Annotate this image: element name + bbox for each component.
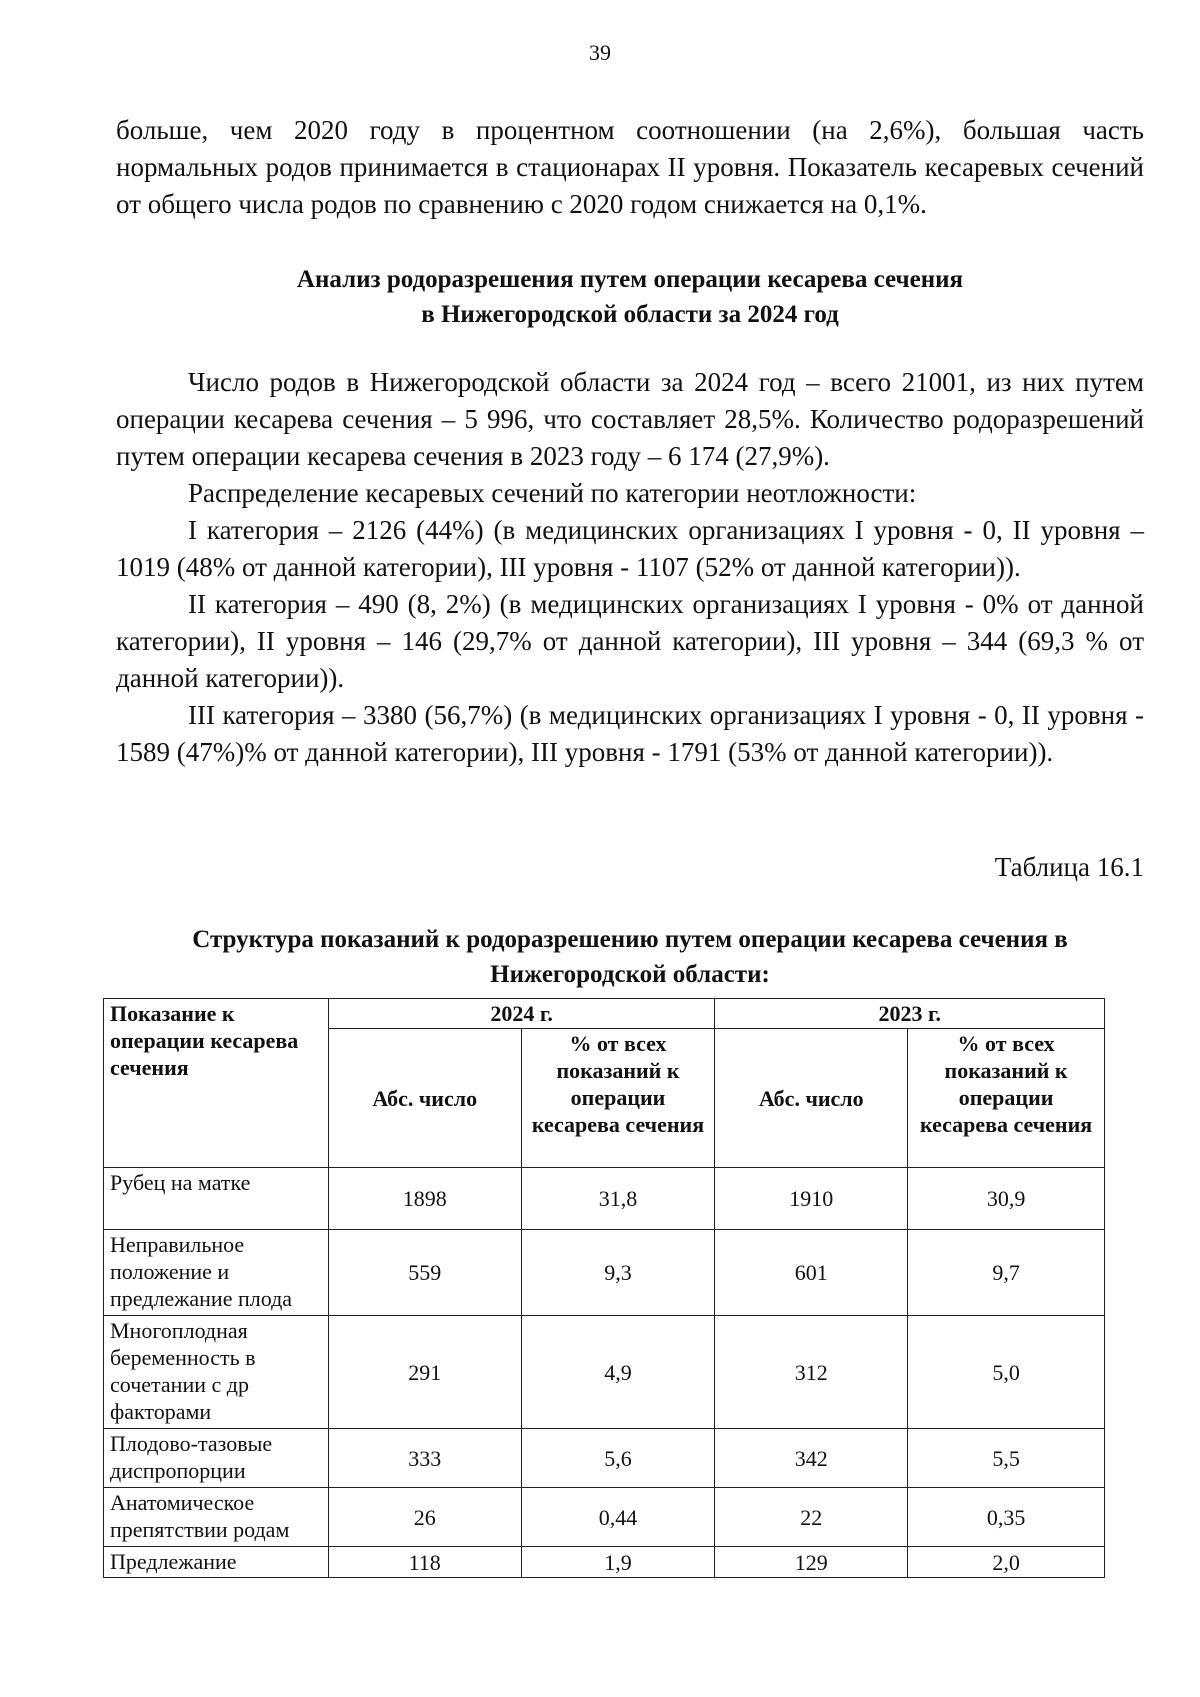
abs-2024: 1898 bbox=[328, 1168, 521, 1230]
paragraph-distribution: Распределение кесаревых сечений по категории неотложности: bbox=[188, 478, 917, 508]
header-year-2024: 2024 г. bbox=[328, 999, 715, 1029]
header-indication: Показание к операции кесарева сечения bbox=[104, 999, 329, 1168]
abs-2024: 118 bbox=[328, 1547, 521, 1578]
paragraph-births: Число родов в Нижегородской области за 2024 год – всего 21001, из них путем операции кесарева сечения – 5 996, что составляет 28,5%. Количество родоразрешений путем операции кесарева сечения в 2023 году – 6 174 (27,9%). bbox=[116, 367, 1144, 471]
header-pct-2023: % от всех показаний к операции кесарева сечения bbox=[908, 1029, 1105, 1168]
row-name: Многоплодная беременность в сочетании с др факторами bbox=[104, 1316, 329, 1429]
page-number: 39 bbox=[589, 40, 611, 65]
table-title-line1: Структура показаний к родоразрешению путем операции кесарева сечения в bbox=[192, 926, 1068, 953]
abs-2023: 312 bbox=[715, 1316, 908, 1429]
paragraph-category-3: III категория – 3380 (56,7%) (в медицинских организациях I уровня - 0, II уровня - 1589 (47%)% от данной категории), III уровня - 1791 (53% от данной категории)). bbox=[116, 700, 1144, 767]
pct-2023: 9,7 bbox=[908, 1230, 1105, 1316]
pct-2023: 2,0 bbox=[908, 1547, 1105, 1578]
table-row bbox=[104, 1316, 1105, 1429]
pct-2023: 5,0 bbox=[908, 1316, 1105, 1429]
header-abs-2024: Абс. число bbox=[328, 1029, 521, 1168]
table-row bbox=[104, 1488, 1105, 1547]
abs-2024: 26 bbox=[328, 1488, 521, 1547]
row-name: Плодово-тазовые диспропорции bbox=[104, 1429, 329, 1488]
abs-2023: 342 bbox=[715, 1429, 908, 1488]
table-row bbox=[104, 1168, 1105, 1230]
row-name: Неправильное положение и предлежание плода bbox=[104, 1230, 329, 1316]
row-name: Рубец на матке bbox=[104, 1168, 329, 1230]
pct-2024: 31,8 bbox=[521, 1168, 715, 1230]
pct-2024: 4,9 bbox=[521, 1316, 715, 1429]
abs-2023: 129 bbox=[715, 1547, 908, 1578]
pct-2023: 0,35 bbox=[908, 1488, 1105, 1547]
paragraph-category-2: II категория – 490 (8, 2%) (в медицинских организациях I уровня - 0% от данной категории), II уровня – 146 (29,7% от данной категории), III уровня – 344 (69,3 % от данной категории)). bbox=[116, 589, 1144, 693]
pct-2024: 1,9 bbox=[521, 1547, 715, 1578]
pct-2024: 5,6 bbox=[521, 1429, 715, 1488]
header-year-2023: 2023 г. bbox=[715, 999, 1105, 1029]
table-title bbox=[116, 922, 1144, 992]
indications-table bbox=[103, 998, 1105, 1578]
pct-2024: 9,3 bbox=[521, 1230, 715, 1316]
paragraph-category-1: I категория – 2126 (44%) (в медицинских организациях I уровня - 0, II уровня – 1019 (48% от данной категории), III уровня - 1107 (52% от данной категории)). bbox=[116, 515, 1144, 582]
intro-paragraph: больше, чем 2020 году в процентном соотношении (на 2,6%), большая часть нормальных родов принимается в стационарах II уровня. Показатель кесаревых сечений от общего числа родов по сравнению с 2020 годом снижается на 0,1%. bbox=[116, 115, 1144, 219]
header-abs-2023: Абс. число bbox=[715, 1029, 908, 1168]
section-title-line2: в Нижегородской области за 2024 год bbox=[421, 301, 839, 328]
table-title-line2: Нижегородской области: bbox=[490, 961, 770, 988]
table-label: Таблица 16.1 bbox=[994, 852, 1144, 882]
abs-2024: 333 bbox=[328, 1429, 521, 1488]
header-pct-2024: % от всех показаний к операции кесарева сечения bbox=[521, 1029, 715, 1168]
pct-2023: 5,5 bbox=[908, 1429, 1105, 1488]
pct-2023: 30,9 bbox=[908, 1168, 1105, 1230]
abs-2023: 22 bbox=[715, 1488, 908, 1547]
table-row bbox=[104, 1547, 1105, 1578]
pct-2024: 0,44 bbox=[521, 1488, 715, 1547]
abs-2023: 1910 bbox=[715, 1168, 908, 1230]
section-title-line1: Анализ родоразрешения путем операции кесарева сечения bbox=[296, 266, 964, 293]
abs-2024: 291 bbox=[328, 1316, 521, 1429]
row-name: Предлежание bbox=[104, 1547, 329, 1578]
abs-2024: 559 bbox=[328, 1230, 521, 1316]
row-name: Анатомическое препятствии родам bbox=[104, 1488, 329, 1547]
body-text bbox=[116, 364, 1144, 771]
abs-2023: 601 bbox=[715, 1230, 908, 1316]
table-row bbox=[104, 1230, 1105, 1316]
section-title bbox=[116, 262, 1144, 332]
table-row bbox=[104, 1429, 1105, 1488]
